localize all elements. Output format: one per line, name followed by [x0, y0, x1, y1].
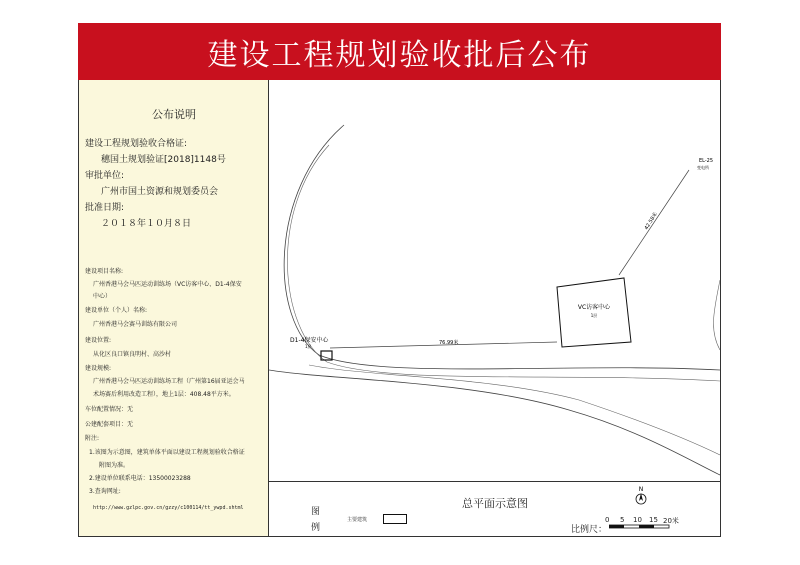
note-3-label: 3.查询网址:	[89, 488, 121, 495]
diagram-title: 总平面示意图	[462, 497, 528, 510]
project-name-line2: 中心）	[93, 293, 112, 300]
query-url-link[interactable]: http://www.gzlpc.gov.cn/gzzy/c100114/tt_ywpd.shtml	[93, 505, 244, 511]
main-building-swatch	[383, 514, 407, 524]
d1-building-label: D1-4保安中心	[290, 337, 329, 344]
notice-panel	[79, 80, 269, 536]
site-plan-drawing	[269, 80, 720, 481]
road-edge-inner	[287, 145, 720, 381]
location-value: 从化区良口镇良明村、高沙村	[93, 351, 172, 358]
unit-value: 广州香港马会赛马训练有限公司	[93, 321, 178, 328]
note-1-line2: 附图为准。	[99, 462, 130, 469]
distance-2-label: 42.58米	[643, 211, 659, 232]
approver-label: 审批单位:	[85, 171, 125, 181]
main-building-label: 主要建筑	[347, 517, 368, 523]
public-facility-info: 公建配套项目：无	[85, 421, 134, 428]
scale-line2: 术场赛后利用改造工程），地上1层：408.48平方米。	[93, 391, 235, 398]
scale-tick-15: 15	[649, 516, 658, 524]
scale-tick-20: 20米	[663, 517, 679, 525]
legend-label-1: 图	[311, 507, 321, 517]
project-name-label: 建设项目名称:	[85, 268, 124, 275]
scale-tick-10: 10	[633, 516, 642, 524]
date-label: 批准日期:	[85, 203, 125, 213]
cert-value: 穗国土规划验证[2018]1148号	[101, 155, 226, 165]
legend-strip	[269, 481, 720, 536]
note-2-phone: 2.建设单位联系电话：13500023288	[89, 475, 191, 482]
unit-label: 建设单位（个人）名称:	[85, 307, 148, 314]
terrain-edge-right	[713, 280, 720, 350]
road-edge-upper	[284, 125, 720, 370]
vc-building-label: VC访客中心	[577, 304, 611, 311]
vc-floor-label: 1层	[590, 313, 598, 318]
distance-1-label: 76.99米	[439, 340, 459, 346]
scale-label: 建设规模:	[85, 365, 112, 372]
parking-info: 车位配置情况：无	[85, 406, 134, 413]
page-title: 建设工程规划验收批后公布	[78, 23, 721, 80]
cert-label: 建设工程规划验收合格证:	[85, 139, 188, 149]
date-value: ２０１８年１０月８日	[101, 219, 192, 229]
notes-label: 附注:	[85, 435, 100, 442]
scale-tick-5: 5	[620, 516, 625, 524]
scale-tick-0: 0	[605, 516, 610, 524]
legend-label-2: 例	[311, 523, 321, 533]
el-sub-label: 变电所	[697, 165, 709, 170]
notice-heading: 公布说明	[152, 108, 196, 121]
approver-value: 广州市国土资源和规划委员会	[101, 187, 219, 197]
north-label: N	[638, 486, 644, 493]
note-1-line1: 1.该图为示意图，建筑单体平面以建设工程规划验收合格证	[89, 449, 245, 456]
project-name-line1: 广州香港马会马匹运动训练场（VC访客中心、D1-4保安	[93, 281, 242, 288]
scale-prefix: 比例尺：	[571, 525, 608, 535]
road-edge-lower	[269, 370, 720, 475]
location-label: 建设位置:	[85, 337, 112, 344]
site-plan-map	[269, 80, 720, 481]
north-arrow-icon	[631, 485, 651, 505]
d1-floor-label: 1层	[305, 344, 312, 349]
el-label: EL-25	[699, 158, 714, 164]
scale-line1: 广州香港马会马匹运动训练场工程（广州第16届亚运会马	[93, 378, 245, 385]
